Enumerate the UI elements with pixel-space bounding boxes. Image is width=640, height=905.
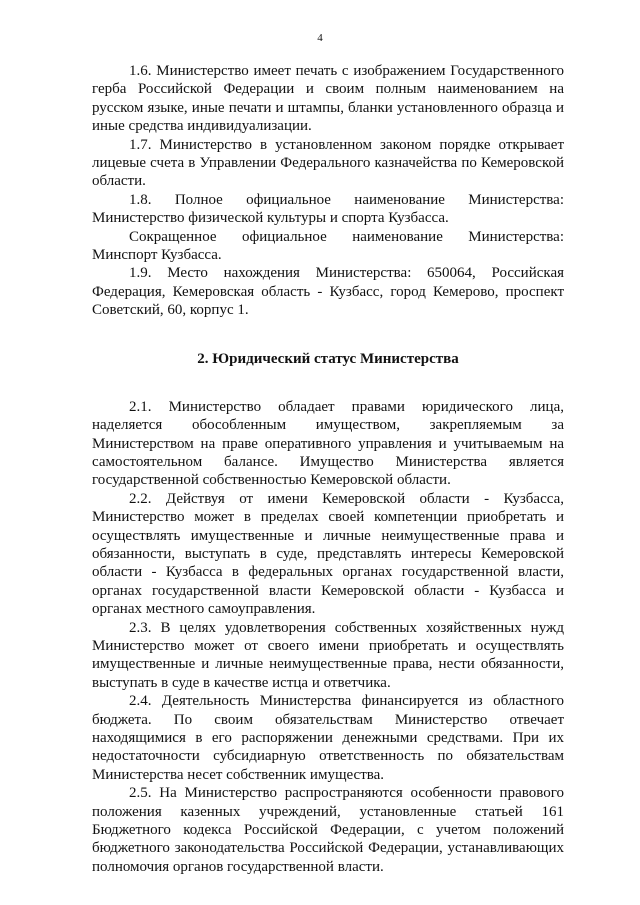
paragraph-2-4: 2.4. Деятельность Министерства финансируется из областного бюджета. По своим обязательствам Министерство отвечает находящимися в его распоряжении денежными средствами. При их недостаточности субсидиарную ответственность по обязательствам Министерства несет собственник имущества. <box>92 693 564 783</box>
paragraph-1-9: 1.9. Место нахождения Министерства: 650064, Российская Федерация, Кемеровская область - Кузбасс, город Кемерово, проспект Советский, 60, корпус 1. <box>92 265 564 319</box>
paragraph-1-7: 1.7. Министерство в установленном законом порядке открывает лицевые счета в Управлении Федерального казначейства по Кемеровской области. <box>92 136 564 190</box>
section-heading: 2. Юридический статус Министерства <box>197 350 459 367</box>
page-number: 4 <box>317 32 323 44</box>
document-body <box>92 62 564 876</box>
paragraph-2-3: 2.3. В целях удовлетворения собственных хозяйственных нужд Министерство может от своего имени приобретать и осуществлять имущественные и личные неимущественные права, нести обязанности, выступать в суде в качестве истца и ответчика. <box>92 619 564 691</box>
paragraph-1-8: 1.8. Полное официальное наименование Министерства: Министерство физической культуры и спорта Кузбасса. <box>92 191 564 227</box>
paragraph-2-2: 2.2. Действуя от имени Кемеровской области - Кузбасса, Министерство может в пределах своей компетенции приобретать и осуществлять имущественные и личные неимущественные права и обязанности, выступать в суде, представлять интересы Кемеровской области - Кузбасса в федеральных органах государственной власти, органах государственной власти Кемеровской области - Кузбасса и органах местного самоуправления. <box>92 490 564 618</box>
paragraph-2-1: 2.1. Министерство обладает правами юридического лица, наделяется обособленным имуществом, закрепляемым за Министерством на праве оперативного управления и учитываемым на самостоятельном балансе. Имущество Министерства является государственной собственностью Кемеровской области. <box>92 398 564 489</box>
paragraph-short-name: Сокращенное официальное наименование Министерства: Минспорт Кузбасса. <box>92 228 564 264</box>
paragraph-2-5: 2.5. На Министерство распространяются особенности правового положения казенных учреждений, установленные статьей 161 Бюджетного кодекса Российской Федерации, с учетом положений бюджетного законодательства Российской Федерации, устанавливающих полномочия органов государственной власти. <box>92 785 564 875</box>
paragraph-1-6: 1.6. Министерство имеет печать с изображением Государственного герба Российской Федерации и своим полным наименованием на русском языке, иные печати и штампы, бланки установленного образца и иные средства индивидуализации. <box>92 63 564 135</box>
